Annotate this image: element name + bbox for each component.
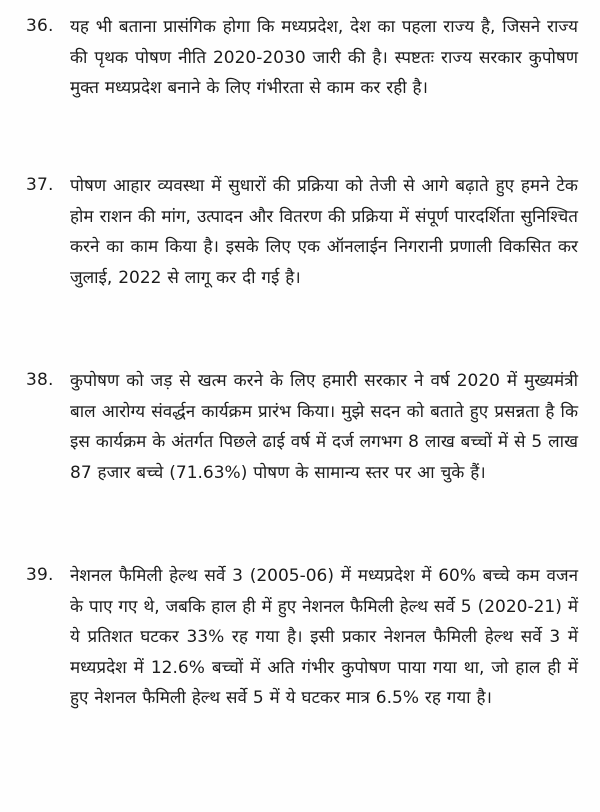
paragraph-number: 38.: [26, 370, 54, 390]
paragraph-text: कुपोषण को जड़ से खत्म करने के लिए हमारी सरकार ने वर्ष 2020 में मुख्यमंत्री बाल आरोग्य संवर्द्धन कार्यक्रम प्रारंभ किया। मुझे सदन को बताते हुए प्रसन्नता है कि इस कार्यक्रम के अंतर्गत पिछले ढाई वर्ष में दर्ज लगभग 8 लाख बच्चों में से 5 लाख 87 हजार बच्चे (71.63%) पोषण के सामान्य स्तर पर आ चुके हैं।: [70, 371, 578, 483]
paragraph-text: नेशनल फैमिली हेल्थ सर्वे 3 (2005-06) में मध्यप्रदेश में 60% बच्चे कम वजन के पाए गए थे, जबकि हाल ही में हुए नेशनल फैमिली हेल्थ सर्वे 5 (2020-21) में ये प्रतिशत घटकर 33% रह गया है। इसी प्रकार नेशनल फैमिली हेल्थ सर्वे 3 में मध्यप्रदेश में 12.6% बच्चों में अति गंभीर कुपोषण पाया गया था, जो हाल ही में हुए नेशनल फैमिली हेल्थ सर्वे 5 में ये घटकर मात्र 6.5% रह गया है।: [70, 566, 578, 709]
paragraph-number: 37.: [26, 175, 54, 195]
paragraph-text: पोषण आहार व्यवस्था में सुधारों की प्रक्रिया को तेजी से आगे बढ़ाते हुए हमने टेक होम राशन की मांग, उत्पादन और वितरण की प्रक्रिया में संपूर्ण पारदर्शिता सुनिश्चित करने का काम किया है। इसके लिए एक ऑनलाईन निगरानी प्रणाली विकसित कर जुलाई, 2022 से लागू कर दी गई है।: [70, 176, 578, 288]
paragraph-text: यह भी बताना प्रासंगिक होगा कि मध्यप्रदेश, देश का पहला राज्य है, जिसने राज्य की पृथक पोषण नीति 2020-2030 जारी की है। स्पष्टतः राज्य सरकार कुपोषण मुक्त मध्यप्रदेश बनाने के लिए गंभीरता से काम कर रही है।: [70, 17, 578, 99]
paragraph-number: 36.: [26, 16, 54, 36]
paragraph-number: 39.: [26, 565, 54, 585]
